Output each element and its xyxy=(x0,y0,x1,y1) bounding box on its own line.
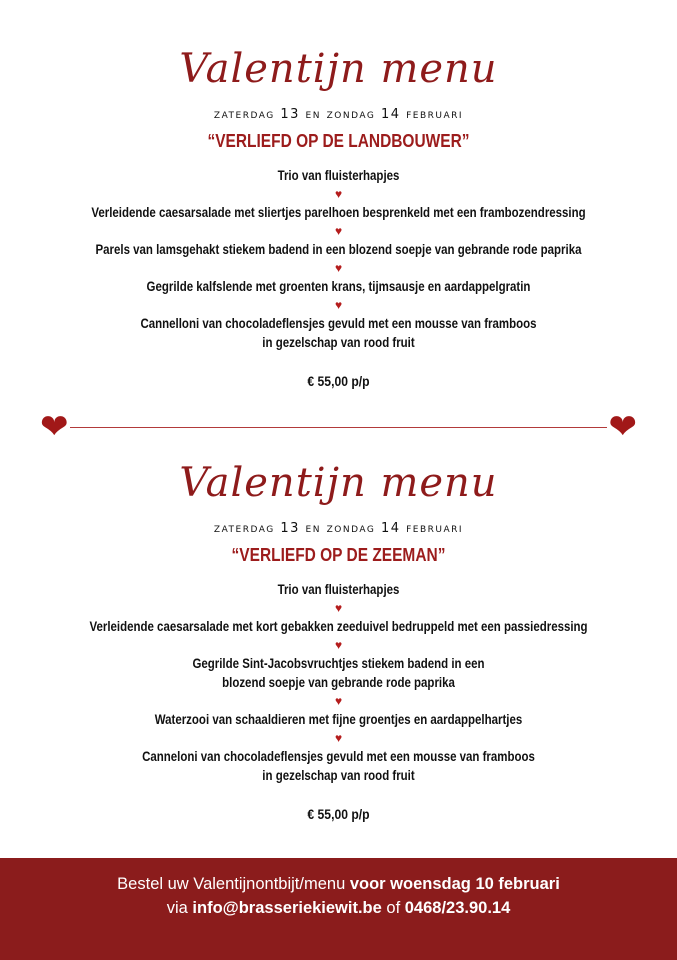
menu-title: Valentijn menu xyxy=(179,460,498,506)
menu-subtitle: “VERLIEFD OP DE LANDBOUWER” xyxy=(207,131,470,151)
menu-price: € 55,00 p/p xyxy=(307,807,370,822)
menu-title: Valentijn menu xyxy=(179,46,498,92)
phone-link[interactable]: 0468/23.90.14 xyxy=(404,899,511,917)
contact-or: of xyxy=(381,899,405,917)
heart-icon: ♥ xyxy=(334,224,343,238)
course-item: Trio van fluisterhapjes xyxy=(277,582,400,597)
course-item: Cannelloni van chocoladeflensjes gevuld met een mousse van framboos xyxy=(140,316,537,331)
order-footer xyxy=(0,858,677,960)
course-item: Gegrilde kalfslende met groenten krans, tijmsausje en aardappelgratin xyxy=(146,279,531,294)
course-item: in gezelschap van rood fruit xyxy=(262,335,415,350)
course-item: Waterzooi van schaaldieren met fijne groentjes en aardappelhartjes xyxy=(154,712,523,727)
heart-icon: ♥ xyxy=(334,261,343,275)
contact-prefix: via xyxy=(166,899,193,917)
heart-icon: ♥ xyxy=(334,298,343,312)
menu-zeeman xyxy=(0,458,677,824)
heart-icon: ♥ xyxy=(334,187,343,201)
course-list xyxy=(0,580,677,785)
menu-landbouwer xyxy=(0,44,677,391)
order-deadline xyxy=(0,872,677,896)
course-list xyxy=(0,166,677,352)
heart-icon: ♥ xyxy=(334,694,343,708)
menu-subtitle: “VERLIEFD OP DE ZEEMAN” xyxy=(231,545,446,565)
menu-date: zaterdag 13 en zondag 14 februari xyxy=(213,521,464,536)
heart-icon: ❤ xyxy=(608,408,637,446)
heart-icon: ♥ xyxy=(334,731,343,745)
heart-divider xyxy=(40,408,637,446)
menu-price: € 55,00 p/p xyxy=(307,374,370,389)
course-item: Verleidende caesarsalade met kort gebakken zeeduivel bedruppeld met een passiedressing xyxy=(89,619,588,634)
menu-date: zaterdag 13 en zondag 14 februari xyxy=(213,107,464,122)
heart-icon: ❤ xyxy=(40,408,69,446)
course-item: Parels van lamsgehakt stiekem badend in een blozend soepje van gebrande rode paprika xyxy=(95,242,582,257)
course-item: Verleidende caesarsalade met sliertjes parelhoen besprenkeld met een frambozendressing xyxy=(91,205,586,220)
order-text: Bestel uw Valentijnontbijt/menu xyxy=(117,875,350,893)
course-item: blozend soepje van gebrande rode paprika xyxy=(222,675,455,690)
email-link[interactable]: info@brasseriekiewit.be xyxy=(192,899,382,917)
divider-line xyxy=(70,427,607,428)
course-item: Canneloni van chocoladeflensjes gevuld met een mousse van framboos xyxy=(142,749,535,764)
heart-icon: ♥ xyxy=(334,638,343,652)
course-item: Gegrilde Sint-Jacobsvruchtjes stiekem badend in een xyxy=(192,656,485,671)
order-contact xyxy=(0,896,677,920)
course-item: in gezelschap van rood fruit xyxy=(262,768,415,783)
heart-icon: ♥ xyxy=(334,601,343,615)
course-item: Trio van fluisterhapjes xyxy=(277,168,400,183)
order-deadline-date: voor woensdag 10 februari xyxy=(349,875,560,893)
